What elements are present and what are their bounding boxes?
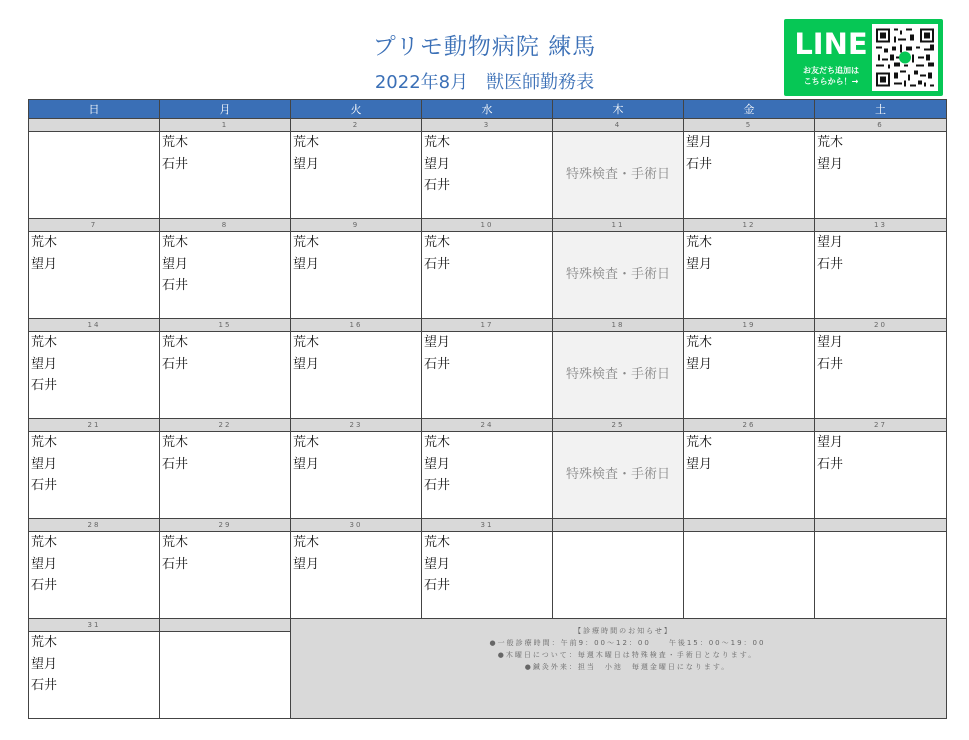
date-number: 17 — [422, 319, 553, 332]
vet-name: 望月 — [424, 456, 451, 472]
qr-code-icon[interactable] — [872, 24, 938, 91]
day-cell — [815, 332, 947, 419]
date-number: 13 — [815, 219, 947, 232]
date-number: 4 — [553, 119, 684, 132]
day-cell — [291, 232, 422, 319]
date-number: 15 — [160, 319, 291, 332]
vet-name: 荒木 — [817, 135, 844, 150]
vet-name: 望月 — [686, 456, 713, 472]
day-cell — [291, 332, 422, 419]
vet-name: 石井 — [31, 678, 58, 693]
vet-name: 望月 — [31, 456, 58, 472]
line-logo: LINE — [794, 27, 868, 61]
special-day-cell: 特殊検査・手術日 — [553, 132, 684, 219]
vet-name: 望月 — [817, 435, 844, 450]
date-number: 5 — [684, 119, 815, 132]
day-cell — [684, 232, 815, 319]
date-number: 22 — [160, 419, 291, 432]
date-number: 1 — [160, 119, 291, 132]
day-cell — [815, 432, 947, 519]
vet-name: 荒木 — [686, 335, 713, 350]
vet-name: 望月 — [424, 335, 451, 350]
date-number: 28 — [29, 519, 160, 532]
vet-name: 荒木 — [162, 435, 189, 450]
vet-name: 望月 — [293, 356, 320, 372]
vet-name: 荒木 — [293, 435, 320, 450]
day-cell — [29, 332, 160, 419]
date-number — [29, 119, 160, 132]
day-cell — [29, 632, 160, 719]
day-cell — [684, 432, 815, 519]
vet-name: 石井 — [162, 356, 189, 372]
date-number: 24 — [422, 419, 553, 432]
vet-name: 望月 — [424, 556, 451, 572]
week-row — [29, 232, 947, 319]
vet-name: 石井 — [31, 578, 58, 593]
weekday-sun: 日 — [29, 100, 160, 119]
vet-name: 石井 — [424, 256, 451, 272]
vet-name: 石井 — [424, 356, 451, 372]
clinic-hours-notice — [291, 619, 947, 719]
notice-line: ●鍼灸外来：担当 小池 毎週金曜日になります。 — [524, 663, 731, 671]
date-number-row — [29, 619, 947, 632]
special-day-cell: 特殊検査・手術日 — [553, 232, 684, 319]
notice-title: 【診療時間のお知らせ】 — [574, 627, 673, 635]
date-number: 16 — [291, 319, 422, 332]
vet-name: 望月 — [293, 456, 320, 472]
day-cell — [160, 532, 291, 619]
vet-name: 荒木 — [293, 135, 320, 150]
day-cell — [422, 332, 553, 419]
date-number-row — [29, 219, 947, 232]
date-number: 29 — [160, 519, 291, 532]
vet-name: 石井 — [817, 456, 844, 472]
day-cell — [29, 532, 160, 619]
date-number — [160, 619, 291, 632]
vet-name: 石井 — [817, 256, 844, 272]
vet-name: 望月 — [817, 335, 844, 350]
date-number: 27 — [815, 419, 947, 432]
date-number: 10 — [422, 219, 553, 232]
date-number-row — [29, 419, 947, 432]
day-cell — [422, 432, 553, 519]
day-cell — [684, 532, 815, 619]
date-number: 3 — [422, 119, 553, 132]
vet-name: 石井 — [686, 156, 713, 172]
day-cell — [160, 232, 291, 319]
date-number — [815, 519, 947, 532]
vet-name: 荒木 — [162, 135, 189, 150]
vet-name: 石井 — [817, 356, 844, 372]
vet-name: 荒木 — [293, 535, 320, 550]
week-row — [29, 132, 947, 219]
date-number: 12 — [684, 219, 815, 232]
notice-line: ●一般診療時間：午前9：00〜12：00 午後15：00〜19：00 — [489, 639, 766, 647]
day-cell — [553, 532, 684, 619]
day-cell — [684, 132, 815, 219]
weekday-thu: 木 — [553, 100, 684, 119]
schedule-subtitle: 2022年8月 獣医師勤務表 — [374, 72, 595, 93]
vet-name: 望月 — [686, 256, 713, 272]
day-cell — [422, 232, 553, 319]
date-number: 14 — [29, 319, 160, 332]
vet-name: 荒木 — [31, 635, 58, 650]
special-day-cell: 特殊検査・手術日 — [553, 432, 684, 519]
day-cell — [29, 232, 160, 319]
vet-name: 望月 — [162, 256, 189, 272]
vet-name: 望月 — [31, 256, 58, 272]
date-number: 9 — [291, 219, 422, 232]
vet-name: 荒木 — [31, 335, 58, 350]
vet-name: 石井 — [162, 556, 189, 572]
day-cell — [29, 132, 160, 219]
clinic-title: プリモ動物病院 練馬 — [372, 34, 597, 60]
day-cell — [160, 432, 291, 519]
line-friend-add-badge[interactable] — [784, 19, 943, 96]
date-number: 19 — [684, 319, 815, 332]
date-number: 25 — [553, 419, 684, 432]
vet-name: 石井 — [424, 178, 451, 193]
date-number: 18 — [553, 319, 684, 332]
vet-name: 石井 — [162, 156, 189, 172]
date-number: 8 — [160, 219, 291, 232]
vet-name: 望月 — [817, 156, 844, 172]
vet-name: 荒木 — [424, 535, 451, 550]
week-row — [29, 532, 947, 619]
day-cell — [291, 432, 422, 519]
vet-name: 荒木 — [31, 235, 58, 250]
vet-name: 荒木 — [31, 435, 58, 450]
week-row — [29, 332, 947, 419]
vet-name: 石井 — [424, 578, 451, 593]
vet-name: 望月 — [424, 156, 451, 172]
line-caption: お友だち追加は こちらから！→ — [803, 66, 859, 86]
vet-name: 望月 — [31, 656, 58, 672]
vet-name: 石井 — [31, 378, 58, 393]
vet-name: 荒木 — [424, 235, 451, 250]
day-cell — [160, 132, 291, 219]
date-number: 2 — [291, 119, 422, 132]
vet-name: 望月 — [686, 356, 713, 372]
vet-name: 望月 — [817, 235, 844, 250]
day-cell — [160, 632, 291, 719]
calendar-body — [29, 119, 947, 719]
day-cell — [291, 132, 422, 219]
vet-name: 望月 — [293, 556, 320, 572]
vet-name: 石井 — [424, 478, 451, 493]
day-cell — [815, 132, 947, 219]
weekday-mon: 月 — [160, 100, 291, 119]
week-row — [29, 432, 947, 519]
vet-name: 望月 — [293, 156, 320, 172]
vet-name: 荒木 — [31, 535, 58, 550]
date-number-row — [29, 319, 947, 332]
date-number: 6 — [815, 119, 947, 132]
day-cell — [422, 132, 553, 219]
vet-name: 望月 — [31, 356, 58, 372]
date-number: 7 — [29, 219, 160, 232]
notice-line: ●木曜日について：毎週木曜日は特殊検査・手術日となります。 — [497, 651, 758, 659]
date-number: 30 — [291, 519, 422, 532]
day-cell — [684, 332, 815, 419]
weekday-fri: 金 — [684, 100, 815, 119]
vet-name: 荒木 — [162, 335, 189, 350]
day-cell — [422, 532, 553, 619]
schedule-calendar — [28, 99, 947, 719]
date-number: 21 — [29, 419, 160, 432]
vet-name: 望月 — [686, 135, 713, 150]
vet-name: 荒木 — [686, 235, 713, 250]
weekday-sat: 土 — [815, 100, 947, 119]
day-cell — [815, 232, 947, 319]
vet-name: 荒木 — [293, 335, 320, 350]
weekday-tue: 火 — [291, 100, 422, 119]
vet-name: 望月 — [293, 256, 320, 272]
vet-name: 荒木 — [686, 435, 713, 450]
date-number: 31 — [29, 619, 160, 632]
vet-name: 石井 — [162, 456, 189, 472]
date-number-row — [29, 119, 947, 132]
date-number — [684, 519, 815, 532]
vet-name: 望月 — [31, 556, 58, 572]
date-number: 20 — [815, 319, 947, 332]
day-cell — [815, 532, 947, 619]
vet-name: 荒木 — [162, 235, 189, 250]
vet-name: 荒木 — [293, 235, 320, 250]
vet-name: 荒木 — [162, 535, 189, 550]
vet-name: 荒木 — [424, 135, 451, 150]
vet-name: 荒木 — [424, 435, 451, 450]
vet-name: 石井 — [162, 278, 189, 293]
date-number: 31 — [422, 519, 553, 532]
date-number: 11 — [553, 219, 684, 232]
date-number-row — [29, 519, 947, 532]
day-cell — [291, 532, 422, 619]
vet-name: 石井 — [31, 478, 58, 493]
date-number: 23 — [291, 419, 422, 432]
day-cell — [160, 332, 291, 419]
weekday-wed: 水 — [422, 100, 553, 119]
day-cell — [29, 432, 160, 519]
special-day-cell: 特殊検査・手術日 — [553, 332, 684, 419]
weekday-header-row — [29, 100, 947, 119]
date-number — [553, 519, 684, 532]
qr-code-graphic — [872, 24, 938, 91]
date-number: 26 — [684, 419, 815, 432]
